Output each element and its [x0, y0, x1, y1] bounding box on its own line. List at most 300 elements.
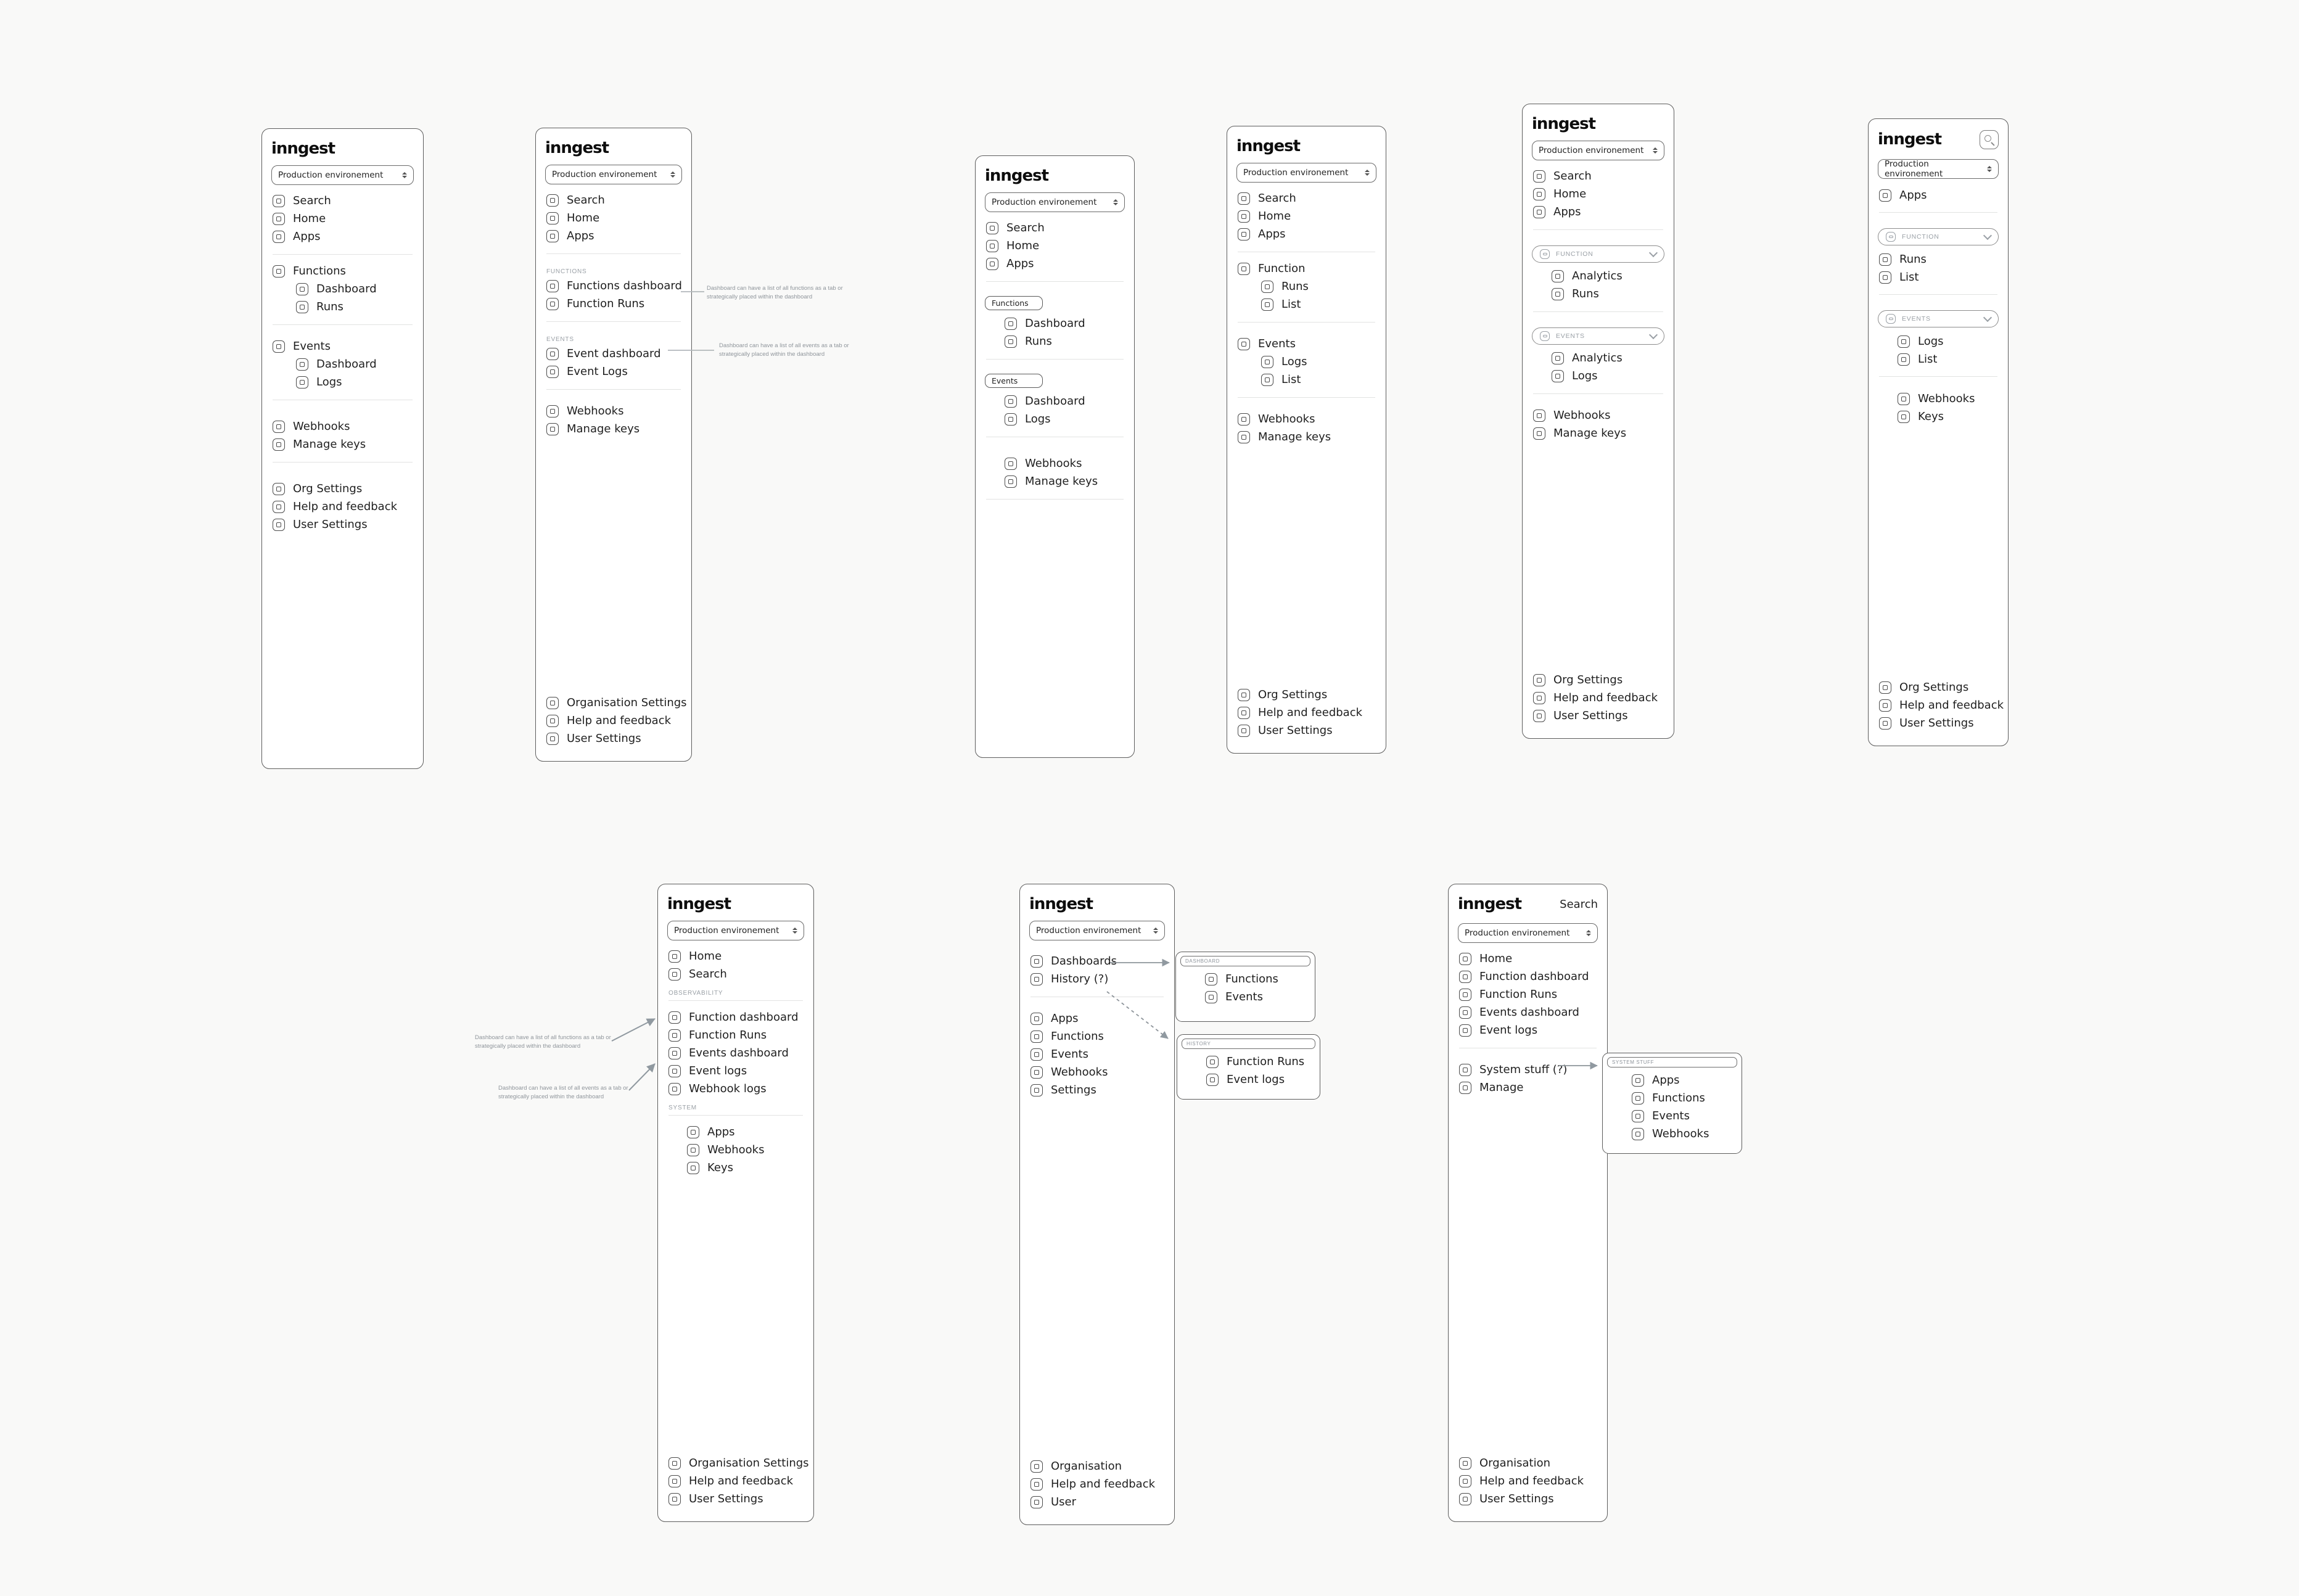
checkbox-icon: [546, 366, 559, 378]
nav-item-user-settings[interactable]: [1532, 707, 1664, 725]
nav-item-label: Event logs: [1479, 1024, 1538, 1037]
flyout-item-events[interactable]: [1631, 1107, 1737, 1125]
checkbox-icon: [1459, 1493, 1471, 1505]
nav-item-webhooks[interactable]: [545, 403, 682, 421]
nav-item-label: Webhook logs: [689, 1082, 767, 1096]
sidebar-variant-2: [535, 128, 692, 762]
nav-item-home[interactable]: [1458, 950, 1598, 968]
inngest-logo: inngest: [1532, 115, 1596, 133]
nav-item-events-analytics[interactable]: [1550, 350, 1664, 368]
nav-item-functions-dashboard[interactable]: [545, 278, 682, 295]
checkbox-icon: [1238, 431, 1250, 443]
nav-item-function-runs[interactable]: [1878, 250, 1999, 268]
nav-item-label: Home: [293, 212, 326, 226]
sidebar-variant-6: [1868, 118, 2009, 746]
nav-item-help-feedback[interactable]: [271, 498, 414, 516]
inngest-logo: inngest: [1458, 895, 1522, 913]
checkbox-icon: [1030, 1048, 1043, 1061]
collapsible-section-function[interactable]: [1878, 228, 1999, 245]
nav-item-label: Webhooks: [707, 1143, 765, 1157]
nav-item-history[interactable]: [1029, 971, 1165, 989]
nav-item-keys[interactable]: [686, 1159, 804, 1177]
nav-item-event-logs[interactable]: [545, 363, 682, 381]
divider: [1879, 212, 1997, 213]
nav-item-search[interactable]: [985, 220, 1125, 237]
checkbox-icon: [1030, 1478, 1043, 1491]
nav-item-label: Runs: [1281, 280, 1309, 294]
nav-item-label: Events dashboard: [1479, 1006, 1579, 1019]
nav-item-home[interactable]: [271, 210, 414, 228]
nav-item-webhooks[interactable]: [1029, 1064, 1165, 1082]
checkbox-icon: [1552, 270, 1564, 282]
divider: [1879, 376, 1997, 377]
nav-item-label: Help and feedback: [293, 500, 398, 514]
checkbox-icon: [546, 212, 559, 224]
nav-item-home[interactable]: [545, 210, 682, 228]
checkbox-icon: [1459, 1082, 1471, 1094]
checkbox-icon: [668, 1475, 681, 1487]
nav-item-manage-keys[interactable]: [1003, 473, 1125, 491]
checkbox-icon: [1552, 352, 1564, 364]
section-label-system: SYSTEM: [668, 1104, 697, 1111]
updown-arrows-icon: [1113, 199, 1118, 206]
nav-item-event-dashboard[interactable]: [545, 345, 682, 363]
nav-item-label: Keys: [707, 1161, 734, 1175]
environment-selector-value: Production environement: [1885, 159, 1943, 179]
checkbox-icon: [1879, 681, 1891, 694]
nav-item-org-settings[interactable]: [1878, 678, 1999, 696]
nav-item-label: Org Settings: [293, 482, 363, 496]
checkbox-icon: [1459, 989, 1471, 1001]
divider: [1533, 229, 1663, 230]
nav-item-events-dashboard[interactable]: [667, 1045, 804, 1063]
nav-item-label: Search: [689, 968, 727, 981]
nav-item-home[interactable]: [667, 948, 804, 966]
nav-item-function-runs[interactable]: [667, 1027, 804, 1045]
nav-item-label: Apps: [1258, 228, 1286, 241]
nav-item-search[interactable]: [1532, 168, 1664, 186]
checkbox-icon: [546, 194, 559, 207]
checkbox-icon: [668, 950, 681, 963]
flyout-item-apps[interactable]: [1631, 1071, 1737, 1089]
checkbox-icon: [1632, 1128, 1644, 1140]
checkbox-icon: [1030, 1030, 1043, 1043]
nav-item-label: Org Settings: [1258, 688, 1328, 701]
checkbox-icon: [273, 421, 285, 433]
nav-item-label: History (?): [1051, 973, 1109, 986]
nav-item-manage[interactable]: [1458, 1079, 1598, 1097]
nav-item-apps[interactable]: [1236, 226, 1376, 244]
sidebar-variant-9: [1448, 884, 1608, 1522]
nav-item-label: List: [1899, 270, 1919, 284]
flyout-item-events[interactable]: [1204, 988, 1310, 1006]
nav-item-label: Home: [1006, 239, 1040, 253]
functions-group-pill: Functions: [985, 296, 1043, 310]
divider: [986, 359, 1124, 360]
divider: [1238, 397, 1375, 398]
nav-item-label: Manage: [1479, 1081, 1524, 1095]
flyout-item-webhooks[interactable]: [1631, 1125, 1737, 1143]
nav-item-help-feedback[interactable]: [545, 712, 682, 730]
checkbox-icon: [668, 1011, 681, 1024]
nav-item-apps[interactable]: [985, 255, 1125, 273]
updown-arrows-icon: [402, 171, 407, 179]
divider: [546, 389, 681, 390]
nav-item-label: Runs: [1572, 287, 1599, 301]
nav-item-label: Manage keys: [567, 422, 640, 436]
nav-item-events[interactable]: [1236, 335, 1376, 353]
nav-item-functions[interactable]: [271, 263, 414, 281]
nav-item-label: Runs: [1899, 252, 1927, 266]
checkbox-icon: [1030, 1460, 1043, 1473]
nav-item-label: Apps: [567, 229, 594, 243]
search-icon[interactable]: [1980, 130, 1999, 149]
nav-item-label: Webhooks: [567, 405, 624, 418]
checkbox-icon: [986, 222, 998, 234]
checkbox-icon: [273, 501, 285, 513]
nav-item-label: Dashboard: [316, 282, 377, 296]
checkbox-icon: [296, 283, 308, 295]
nav-item-label: Search: [1006, 221, 1045, 235]
nav-item-function-dashboard[interactable]: [667, 1009, 804, 1027]
divider: [273, 462, 413, 463]
checkbox-icon: [1030, 1496, 1043, 1508]
nav-item-label: Events: [1258, 337, 1296, 351]
nav-item-apps[interactable]: [1532, 204, 1664, 221]
environment-selector[interactable]: [1532, 141, 1664, 160]
nav-item-home[interactable]: [985, 237, 1125, 255]
updown-arrows-icon: [1586, 929, 1591, 937]
nav-item-label: Organisation Settings: [567, 696, 687, 709]
nav-item-label: Manage keys: [293, 438, 366, 451]
nav-item-label: Analytics: [1572, 269, 1622, 283]
nav-item-search[interactable]: [1236, 190, 1376, 208]
checkbox-icon: [546, 405, 559, 418]
flyout-item-function-runs[interactable]: [1205, 1053, 1315, 1071]
nav-item-functions-runs[interactable]: [295, 298, 414, 316]
nav-item-events[interactable]: [1029, 1046, 1165, 1064]
divider: [668, 1115, 803, 1116]
checkbox-icon: [1879, 253, 1891, 266]
dashboard-flyout: [1175, 952, 1315, 1022]
chevron-down-icon: [1649, 249, 1658, 257]
updown-arrows-icon: [1153, 927, 1158, 934]
nav-item-keys[interactable]: [1896, 408, 1999, 426]
nav-item-webhooks[interactable]: [1236, 411, 1376, 429]
nav-item-label: Home: [1553, 187, 1587, 201]
search-link[interactable]: Search: [1560, 897, 1598, 911]
checkbox-icon: [273, 519, 285, 531]
checkbox-icon: [546, 280, 559, 292]
nav-item-org-settings[interactable]: [271, 480, 414, 498]
nav-item-label: Apps: [293, 230, 321, 244]
nav-item-webhooks[interactable]: [271, 418, 414, 436]
nav-item-label: Organisation Settings: [689, 1456, 809, 1470]
nav-item-label: Manage keys: [1025, 475, 1098, 488]
checkbox-icon: [1632, 1110, 1644, 1122]
nav-item-function-dashboard[interactable]: [1458, 968, 1598, 986]
nav-item-functions-dashboard[interactable]: [295, 281, 414, 298]
checkbox-icon: [1238, 707, 1250, 719]
nav-item-label: Apps: [707, 1125, 735, 1139]
nav-item-label: Logs: [1918, 334, 1944, 348]
nav-item-apps[interactable]: [1878, 186, 1999, 204]
nav-item-label: Functions dashboard: [567, 279, 682, 293]
checkbox-icon: [1533, 188, 1545, 200]
nav-item-organisation-settings[interactable]: [545, 694, 687, 712]
nav-item-function[interactable]: [1236, 260, 1376, 278]
checkbox-icon: [1030, 973, 1043, 985]
sidebar-variant-1: [261, 128, 424, 769]
nav-item-label: Home: [1258, 210, 1291, 223]
environment-selector[interactable]: [1029, 921, 1165, 940]
environment-selector[interactable]: [1236, 163, 1376, 183]
nav-item-label: Manage keys: [1258, 430, 1331, 444]
nav-item-label: Help and feedback: [1899, 698, 2004, 712]
divider: [546, 253, 681, 254]
flyout-item-label: Event logs: [1227, 1072, 1285, 1086]
updown-arrows-icon: [1653, 147, 1658, 154]
flyout-item-label: Functions: [1225, 972, 1278, 985]
nav-item-user-settings[interactable]: [667, 1490, 804, 1508]
flyout-header: DASHBOARD: [1180, 956, 1310, 966]
nav-item-events-logs[interactable]: [295, 374, 414, 392]
checkbox-icon: [546, 230, 559, 242]
checkbox-icon: [1030, 1013, 1043, 1025]
divider: [1879, 294, 1997, 295]
updown-arrows-icon: [1987, 165, 1992, 173]
nav-item-label: Event Logs: [567, 365, 628, 379]
nav-item-label: Event dashboard: [567, 347, 661, 361]
nav-item-label: Logs: [1281, 355, 1307, 369]
nav-item-org-settings[interactable]: [1532, 671, 1664, 689]
checkbox-icon: [546, 733, 559, 745]
section-label: EVENTS: [1556, 332, 1585, 340]
nav-item-help-feedback[interactable]: [1878, 696, 2004, 714]
checkbox-icon: [668, 1029, 681, 1042]
nav-item-function-analytics[interactable]: [1550, 268, 1664, 286]
nav-item-label: Webhooks: [1051, 1066, 1108, 1079]
inngest-logo: inngest: [1878, 130, 1942, 149]
divider: [546, 321, 681, 322]
nav-item-search[interactable]: [545, 192, 682, 210]
nav-item-events-list[interactable]: [1260, 371, 1376, 389]
nav-item-manage-keys[interactable]: [545, 421, 682, 438]
nav-item-function-list[interactable]: [1878, 268, 1999, 286]
nav-item-label: Dashboards: [1051, 955, 1117, 968]
environment-selector[interactable]: [1878, 159, 1999, 179]
checkbox-icon: [668, 1493, 681, 1505]
checkbox-icon: [1005, 413, 1017, 426]
nav-item-label: Help and feedback: [1479, 1474, 1584, 1487]
nav-item-events-dashboard[interactable]: [295, 356, 414, 374]
nav-item-label: Keys: [1918, 409, 1944, 423]
nav-item-help-feedback[interactable]: [1458, 1472, 1598, 1490]
checkbox-icon: [1261, 374, 1273, 386]
nav-item-user-settings[interactable]: [1236, 722, 1376, 739]
nav-item-label: Dashboard: [316, 358, 377, 371]
nav-item-label: Settings: [1051, 1084, 1096, 1097]
nav-item-dashboards[interactable]: [1029, 953, 1165, 971]
nav-item-label: Logs: [1025, 413, 1051, 426]
nav-item-events-list[interactable]: [1896, 350, 1999, 368]
nav-item-events-logs[interactable]: [1003, 411, 1125, 429]
nav-item-organisation-settings[interactable]: [667, 1454, 809, 1472]
section-label-events: EVENTS: [546, 335, 574, 343]
nav-item-home[interactable]: [1236, 208, 1376, 226]
nav-item-label: Home: [689, 950, 722, 963]
flyout-header: SYSTEM STUFF: [1607, 1057, 1737, 1067]
nav-item-events-dashboard[interactable]: [1003, 393, 1125, 411]
nav-item-webhooks[interactable]: [686, 1141, 804, 1159]
nav-item-function-runs[interactable]: [1458, 986, 1598, 1004]
events-dashboard-note: Dashboard can have a list of all events as a tab or strategically placed within the dashboard: [719, 342, 849, 358]
nav-item-events[interactable]: [271, 338, 414, 356]
nav-item-label: Apps: [1553, 205, 1581, 219]
nav-item-manage-keys[interactable]: [1532, 425, 1664, 443]
nav-item-user[interactable]: [1029, 1493, 1165, 1511]
nav-item-organisation[interactable]: [1458, 1454, 1598, 1472]
checkbox-icon: [687, 1126, 699, 1138]
nav-item-org-settings[interactable]: [1236, 686, 1376, 704]
divider: [1533, 393, 1663, 394]
environment-selector-value: Production environement: [1465, 928, 1570, 938]
environment-selector[interactable]: [271, 165, 414, 185]
collapsible-section-function[interactable]: [1532, 245, 1664, 263]
nav-item-search[interactable]: [667, 966, 804, 984]
nav-item-label: Runs: [316, 300, 343, 314]
nav-item-label: Function Runs: [689, 1029, 767, 1042]
divider: [273, 324, 413, 325]
collapsible-section-events[interactable]: [1878, 310, 1999, 327]
nav-item-functions-runs[interactable]: [1003, 333, 1125, 351]
sidebar-variant-4: [1227, 126, 1386, 754]
nav-item-webhook-logs[interactable]: [667, 1080, 804, 1098]
nav-item-event-logs[interactable]: [667, 1063, 804, 1080]
nav-item-apps[interactable]: [1029, 1010, 1165, 1028]
flyout-item-event-logs[interactable]: [1205, 1071, 1315, 1088]
nav-item-webhooks[interactable]: [1532, 407, 1664, 425]
inngest-logo: inngest: [985, 167, 1049, 185]
section-label: FUNCTION: [1556, 250, 1594, 258]
checkbox-icon: [546, 715, 559, 727]
nav-item-settings[interactable]: [1029, 1082, 1165, 1100]
checkbox-icon: [1533, 409, 1545, 422]
environment-selector[interactable]: [545, 165, 682, 184]
checkbox-icon: [296, 358, 308, 371]
nav-item-user-settings[interactable]: [1878, 714, 1999, 732]
nav-item-label: Help and feedback: [1258, 705, 1363, 719]
nav-item-webhooks[interactable]: [1003, 455, 1125, 473]
nav-item-webhooks[interactable]: [1896, 390, 1999, 408]
nav-item-label: Logs: [1572, 369, 1598, 383]
checkbox-icon: [546, 298, 559, 310]
nav-item-label: Events dashboard: [689, 1047, 789, 1060]
nav-item-function-list[interactable]: [1260, 296, 1376, 314]
section-label-functions: FUNCTIONS: [546, 268, 587, 275]
checkbox-icon: [1898, 335, 1910, 348]
checkbox-icon: [1540, 249, 1550, 259]
environment-selector[interactable]: [985, 192, 1125, 212]
environment-selector[interactable]: [667, 921, 804, 940]
checkbox-icon: [668, 1065, 681, 1077]
nav-item-event-logs[interactable]: [1458, 1022, 1598, 1040]
checkbox-icon: [986, 258, 998, 270]
nav-item-user-settings[interactable]: [1458, 1490, 1598, 1508]
checkbox-icon: [546, 423, 559, 435]
nav-item-user-settings[interactable]: [271, 516, 414, 534]
checkbox-icon: [1879, 189, 1891, 202]
nav-item-label: Organisation: [1051, 1459, 1122, 1473]
nav-item-help-feedback[interactable]: [667, 1472, 804, 1490]
checkbox-icon: [1030, 1066, 1043, 1079]
nav-item-label: Runs: [1025, 335, 1052, 348]
nav-item-help-feedback[interactable]: [1532, 689, 1664, 707]
collapsible-section-events[interactable]: [1532, 327, 1664, 345]
nav-item-search[interactable]: [271, 192, 414, 210]
nav-item-label: Analytics: [1572, 352, 1622, 365]
history-flyout: [1177, 1034, 1320, 1100]
nav-item-system-stuff[interactable]: [1458, 1061, 1598, 1079]
checkbox-icon: [1632, 1074, 1644, 1087]
nav-item-organisation[interactable]: [1029, 1457, 1165, 1475]
nav-item-manage-keys[interactable]: [271, 436, 414, 454]
nav-item-function-runs[interactable]: [1550, 286, 1664, 303]
nav-item-label: User Settings: [1899, 716, 1974, 730]
nav-item-help-feedback[interactable]: [1029, 1475, 1165, 1493]
nav-item-events-logs[interactable]: [1550, 368, 1664, 385]
nav-item-label: Search: [1553, 170, 1592, 183]
sidebar-variant-5: [1522, 104, 1674, 739]
flyout-item-functions[interactable]: [1631, 1089, 1737, 1107]
checkbox-icon: [1261, 281, 1273, 293]
nav-item-manage-keys[interactable]: [1236, 429, 1376, 446]
flyout-item-functions[interactable]: [1204, 970, 1310, 988]
nav-item-label: List: [1281, 373, 1301, 387]
nav-item-events-logs[interactable]: [1896, 332, 1999, 350]
nav-item-home[interactable]: [1532, 186, 1664, 204]
nav-item-functions[interactable]: [1029, 1028, 1165, 1046]
nav-item-apps[interactable]: [686, 1124, 804, 1141]
nav-item-label: Webhooks: [1918, 392, 1975, 405]
nav-item-label: Functions: [293, 265, 346, 278]
flyout-item-label: Apps: [1652, 1073, 1680, 1087]
checkbox-icon: [1879, 271, 1891, 284]
updown-arrows-icon: [1365, 169, 1370, 176]
checkbox-icon: [273, 231, 285, 243]
environment-selector[interactable]: [1458, 923, 1598, 943]
nav-item-functions-dashboard[interactable]: [1003, 315, 1125, 333]
nav-item-function-runs[interactable]: [1260, 278, 1376, 296]
checkbox-icon: [1459, 1024, 1471, 1037]
checkbox-icon: [1238, 228, 1250, 241]
nav-item-label: Function dashboard: [1479, 970, 1589, 984]
nav-item-label: Events: [1051, 1048, 1088, 1061]
nav-item-user-settings[interactable]: [545, 730, 682, 747]
checkbox-icon: [1459, 1457, 1471, 1470]
nav-item-apps[interactable]: [271, 228, 414, 246]
nav-item-function-runs[interactable]: [545, 295, 682, 313]
nav-item-label: Apps: [1899, 188, 1927, 202]
nav-item-label: Home: [1479, 952, 1513, 966]
checkbox-icon: [668, 1457, 681, 1470]
nav-item-help-feedback[interactable]: [1236, 704, 1376, 722]
checkbox-icon: [1261, 298, 1273, 311]
nav-item-events-dashboard[interactable]: [1458, 1004, 1598, 1022]
divider: [1533, 311, 1663, 312]
nav-item-events-logs[interactable]: [1260, 353, 1376, 371]
nav-item-apps[interactable]: [545, 228, 682, 245]
